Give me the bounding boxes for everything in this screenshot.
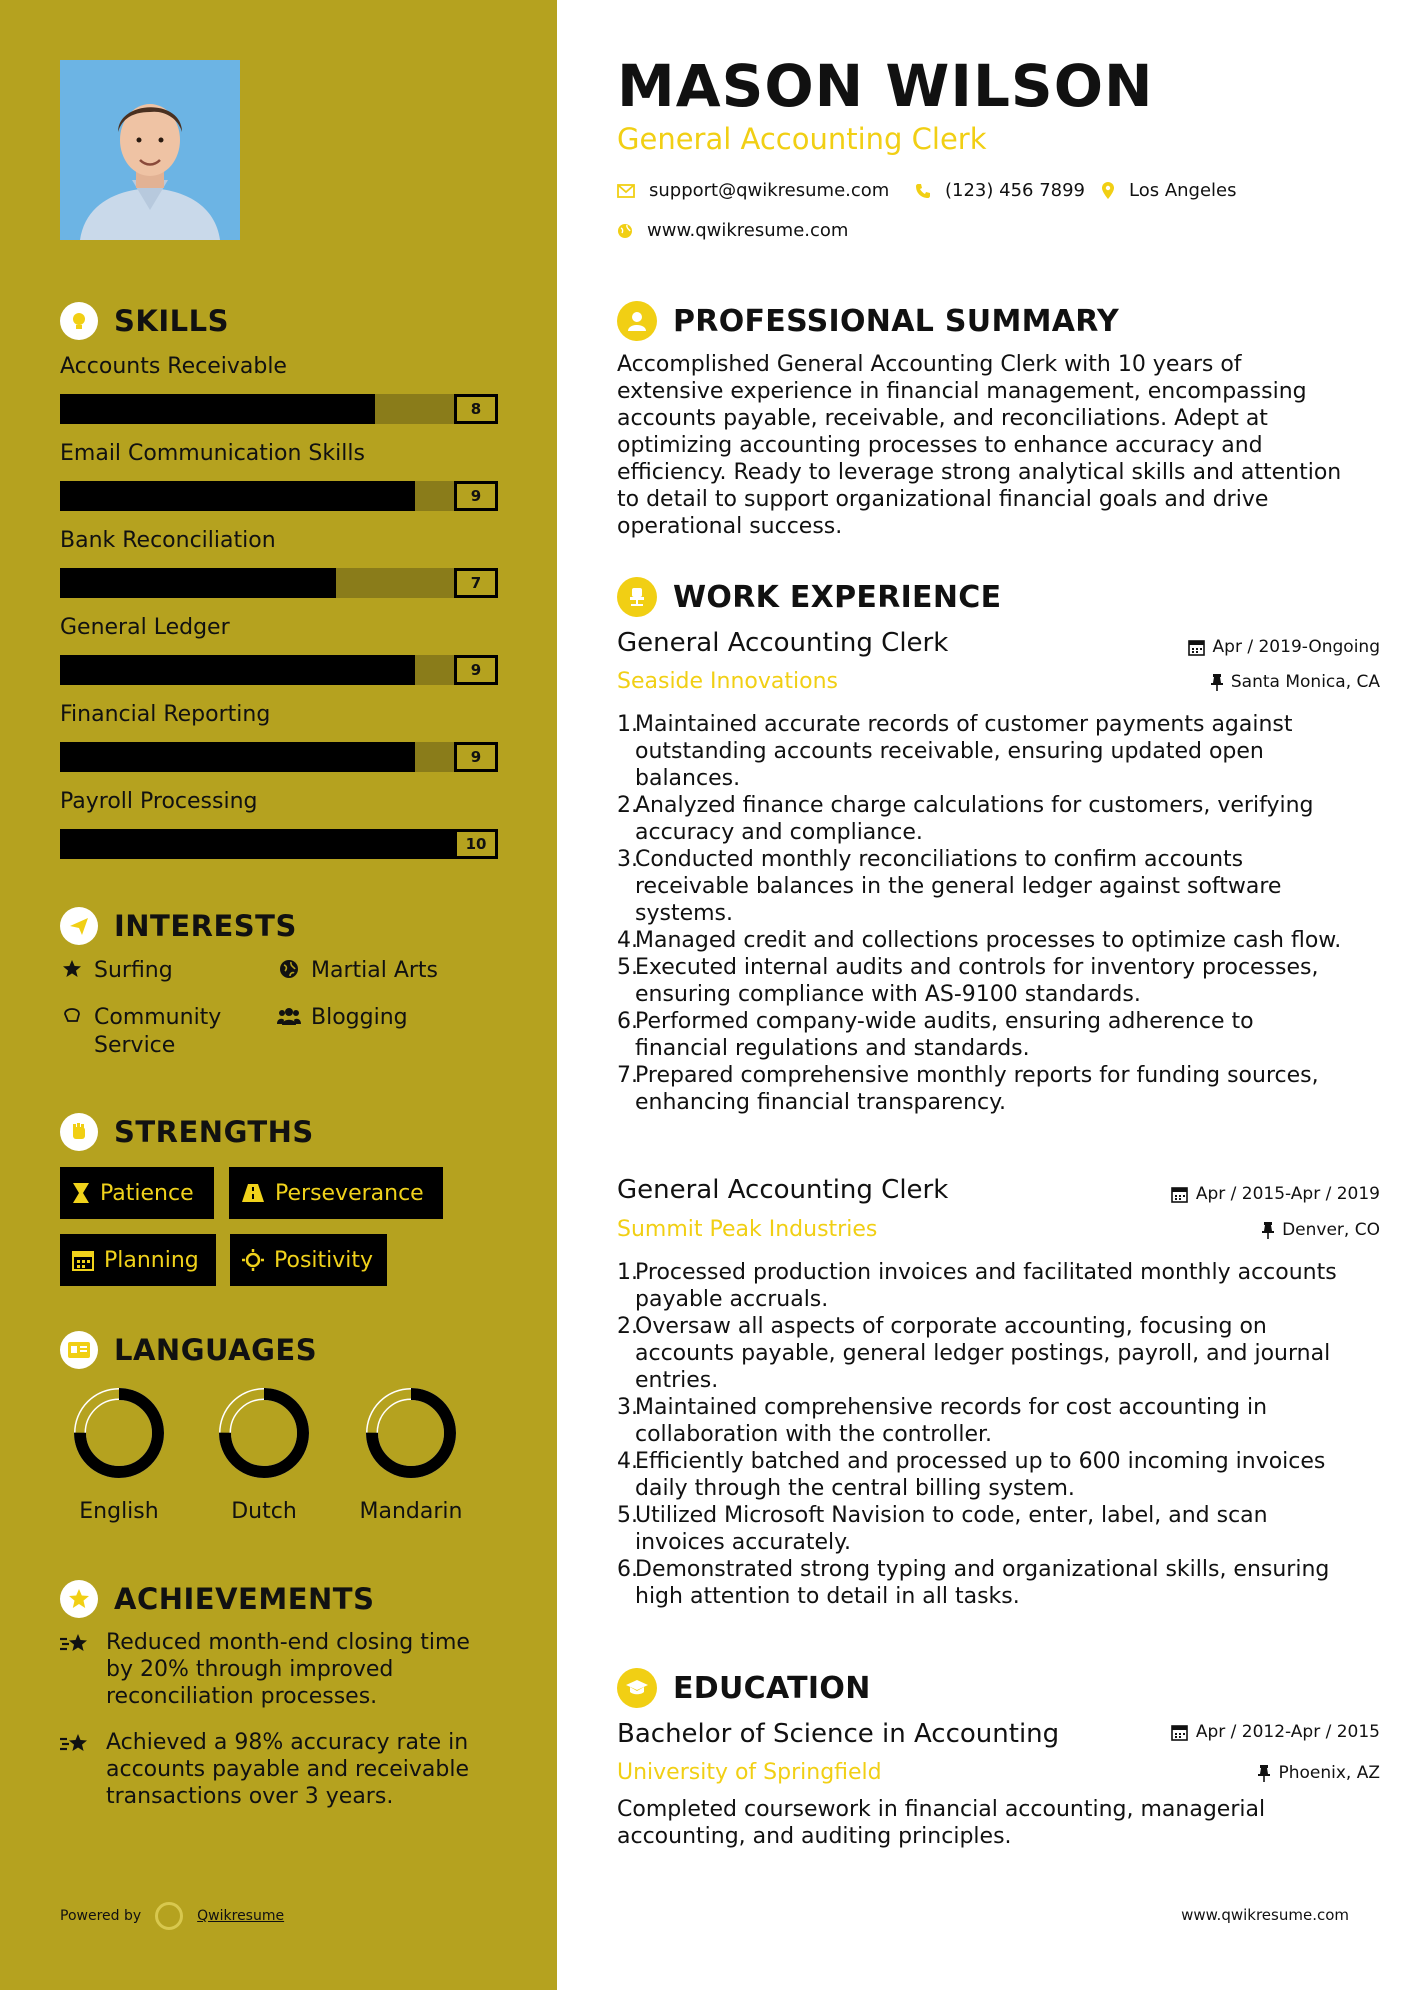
strength-chip: Perseverance (229, 1167, 443, 1219)
duty-item: 2. Oversaw all aspects of corporate accounting, focusing on accounts payable, general ledger postings, payroll, and journal entries. (617, 1314, 1331, 1393)
pushpin-icon (1262, 1222, 1274, 1239)
skill-level-number: 9 (454, 742, 498, 772)
languages-heading (60, 1331, 317, 1369)
school-name: University of Springfield (617, 1760, 882, 1785)
job-duties (617, 711, 1352, 1116)
sidebar (0, 0, 557, 1990)
education-description: Completed coursework in financial accounting, managerial accounting, and auditing principles. (617, 1797, 1266, 1849)
skill-level-number: 9 (454, 655, 498, 685)
pushpin-icon (1211, 674, 1223, 691)
duty-item: 6. Demonstrated strong typing and organizational skills, ensuring high attention to detail in all tasks. (617, 1557, 1330, 1609)
fist-icon (60, 1113, 98, 1151)
job-title: General Accounting Clerk (617, 1175, 949, 1205)
skill-item (60, 700, 498, 772)
envelope-icon (617, 184, 635, 198)
hand-icon (60, 1006, 84, 1026)
skills-heading (60, 302, 229, 340)
skill-level-number: 10 (454, 829, 498, 859)
duty-item: 3. Maintained comprehensive records for cost accounting in collaboration with the controller. (617, 1395, 1268, 1447)
skill-level-number: 7 (454, 568, 498, 598)
job-duties (617, 1259, 1352, 1610)
skill-level-fill (60, 655, 415, 685)
education-dates: Apr / 2012-Apr / 2015 (1171, 1722, 1380, 1742)
hourglass-icon (72, 1182, 90, 1204)
duty-item: 3. Conducted monthly reconciliations to confirm accounts receivable balances in the general ledger against software systems. (617, 847, 1282, 926)
skill-name: Email Communication Skills (60, 441, 365, 466)
skill-name: General Ledger (60, 615, 230, 640)
graduation-cap-icon (617, 1668, 657, 1708)
footer-url[interactable]: www.qwikresume.com (1181, 1906, 1349, 1924)
summary-heading: PROFESSIONAL SUMMARY (617, 301, 1119, 341)
calendar-icon (1171, 1724, 1188, 1741)
contact-phone[interactable]: (123) 456 7899 (915, 180, 1085, 201)
achievements-title: ACHIEVEMENTS (114, 1582, 375, 1616)
interest-item: Community Service (60, 1004, 221, 1060)
language-item (351, 1385, 471, 1524)
skill-level-bar (60, 568, 498, 598)
skill-item (60, 352, 498, 424)
job-company: Summit Peak Industries (617, 1217, 878, 1242)
profile-photo (60, 60, 240, 240)
education-location: Phoenix, AZ (1258, 1763, 1380, 1783)
skill-item (60, 613, 498, 685)
candidate-role: General Accounting Clerk (617, 122, 987, 156)
skill-level-bar (60, 394, 498, 424)
degree-title: Bachelor of Science in Accounting (617, 1719, 1060, 1749)
powered-by: Powered by Qwikresume (60, 1902, 284, 1930)
language-level-ring (363, 1385, 459, 1481)
skill-level-fill (60, 829, 454, 859)
duty-item: 5. Executed internal audits and controls for inventory processes, ensuring compliance with AS-9100 standards. (617, 955, 1319, 1007)
skill-level-fill (60, 481, 415, 511)
sun-icon (242, 1249, 264, 1271)
candidate-name: MASON WILSON (617, 52, 1154, 120)
qwikresume-link[interactable]: Qwikresume (197, 1908, 285, 1924)
duty-item: 4. Efficiently batched and processed up to 600 incoming invoices daily through the central billing system. (617, 1449, 1326, 1501)
skill-item (60, 439, 498, 511)
duty-item: 7. Prepared comprehensive monthly reports for funding sources, enhancing financial transparency. (617, 1063, 1319, 1115)
id-card-icon (60, 1331, 98, 1369)
duty-item: 6. Performed company-wide audits, ensuring adherence to financial regulations and standards. (617, 1009, 1254, 1061)
skill-item (60, 787, 498, 859)
job-company: Seaside Innovations (617, 669, 838, 694)
contact-email[interactable]: support@qwikresume.com (617, 180, 889, 201)
interest-item: Martial Arts (277, 957, 438, 985)
language-item (204, 1385, 324, 1524)
duty-item: 1. Maintained accurate records of customer payments against outstanding accounts receivable, ensuring updated open balances. (617, 712, 1293, 791)
lightbulb-icon (60, 302, 98, 340)
skill-level-bar (60, 655, 498, 685)
skill-level-fill (60, 568, 336, 598)
education-heading: EDUCATION (617, 1668, 871, 1708)
language-name: Dutch (231, 1499, 297, 1524)
duty-item: 5. Utilized Microsoft Navision to code, enter, label, and scan invoices accurately. (617, 1503, 1268, 1555)
job-dates: Apr / 2015-Apr / 2019 (1171, 1184, 1380, 1204)
paper-plane-icon (60, 907, 98, 945)
job-title: General Accounting Clerk (617, 628, 949, 658)
interest-item: Blogging (277, 1004, 408, 1032)
map-pin-icon (1101, 182, 1115, 200)
duty-item: 2. Analyzed finance charge calculations for customers, verifying accuracy and compliance. (617, 793, 1314, 845)
strength-chip: Patience (60, 1167, 214, 1219)
qwikresume-logo-icon (155, 1902, 183, 1930)
skill-level-bar (60, 742, 498, 772)
skill-name: Accounts Receivable (60, 354, 287, 379)
road-icon (241, 1183, 265, 1203)
calendar-icon (1188, 639, 1205, 656)
skills-title: SKILLS (114, 304, 229, 338)
duty-item: 1. Processed production invoices and facilitated monthly accounts payable accruals. (617, 1260, 1337, 1312)
skill-level-bar (60, 481, 498, 511)
shooting-star-icon (60, 1631, 92, 1710)
language-item (59, 1385, 179, 1524)
duty-item: 4. Managed credit and collections processes to optimize cash flow. (617, 928, 1342, 953)
strengths-title: STRENGTHS (114, 1115, 314, 1149)
pushpin-icon (1258, 1765, 1270, 1782)
user-icon (617, 301, 657, 341)
skill-name: Payroll Processing (60, 789, 258, 814)
skill-name: Bank Reconciliation (60, 528, 276, 553)
star-badge-icon (60, 1580, 98, 1618)
globe-icon (277, 959, 301, 979)
strength-chip: Planning (60, 1234, 216, 1286)
skill-level-bar (60, 829, 498, 859)
languages-title: LANGUAGES (114, 1333, 318, 1367)
skill-name: Financial Reporting (60, 702, 271, 727)
achievements-heading (60, 1580, 374, 1618)
globe-icon (617, 223, 633, 239)
job-dates: Apr / 2019-Ongoing (1188, 637, 1380, 657)
language-name: English (79, 1499, 159, 1524)
summary-text: Accomplished General Accounting Clerk with 10 years of extensive experience in financial management, encompassing accounts payable, receivable, and reconciliations. Adept at optimizing accounting processes to enhance accuracy and efficiency. Ready to leverage strong analytical skills and attention to detail to support organizational financial goals and drive operational success. (617, 352, 1342, 539)
interests-title: INTERESTS (114, 909, 297, 943)
language-level-ring (216, 1385, 312, 1481)
interests-heading (60, 907, 297, 945)
interest-item: Surfing (60, 957, 173, 985)
job-location: Santa Monica, CA (1211, 672, 1380, 692)
language-name: Mandarin (359, 1499, 463, 1524)
contact-website[interactable]: www.qwikresume.com (617, 220, 848, 241)
job-location: Denver, CO (1262, 1220, 1380, 1240)
achievement-item: Achieved a 98% accuracy rate in accounts payable and receivable transactions over 3 years. (60, 1729, 500, 1810)
experience-heading: WORK EXPERIENCE (617, 577, 1001, 617)
phone-icon (915, 183, 931, 199)
strengths-heading (60, 1113, 314, 1151)
users-icon (277, 1006, 301, 1026)
contact-location: Los Angeles (1101, 180, 1237, 201)
skill-level-number: 9 (454, 481, 498, 511)
skill-level-fill (60, 742, 415, 772)
language-level-ring (71, 1385, 167, 1481)
calendar-icon (72, 1249, 94, 1271)
shooting-star-icon (60, 1731, 92, 1810)
skill-level-fill (60, 394, 375, 424)
skill-level-number: 8 (454, 394, 498, 424)
achievement-item: Reduced month-end closing time by 20% through improved reconciliation processes. (60, 1629, 500, 1710)
office-chair-icon (617, 577, 657, 617)
skill-item (60, 526, 498, 598)
calendar-icon (1171, 1186, 1188, 1203)
star-icon (60, 959, 84, 979)
strength-chip: Positivity (230, 1234, 387, 1286)
